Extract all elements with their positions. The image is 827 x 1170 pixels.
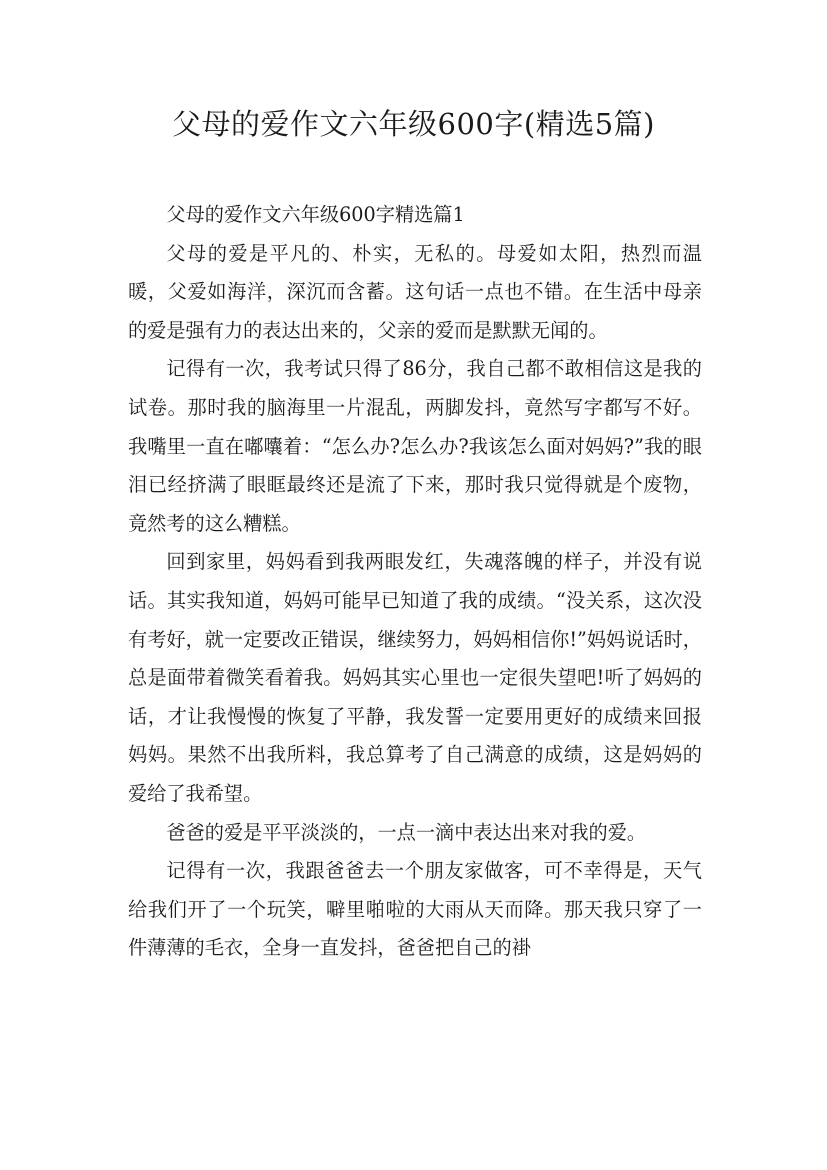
paragraph: 父母的爱是平凡的、朴实，无私的。母爱如太阳，热烈而温暖，父爱如海洋，深沉而含蓄。这句话一点也不错。在生活中母亲的爱是强有力的表达出来的，父亲的爱而是默默无闻的。 <box>128 241 702 342</box>
document-title: 父母的爱作文六年级600字(精选5篇) <box>172 107 655 141</box>
paragraph: 记得有一次，我考试只得了86分，我自己都不敢相信这是我的试卷。那时我的脑海里一片混乱，两脚发抖，竟然写字都写不好。我嘴里一直在嘟囔着：“怎么办?怎么办?我该怎么面对妈妈?”我的眼泪已经挤满了眼眶最终还是流了下来，那时我只觉得就是个废物，竟然考的这么糟糕。 <box>128 357 702 535</box>
paragraph: 爸爸的爱是平平淡淡的，一点一滴中表达出来对我的爱。 <box>166 820 647 844</box>
document-body <box>128 196 702 968</box>
section-heading: 父母的爱作文六年级600字精选篇1 <box>166 203 465 226</box>
paragraph: 记得有一次，我跟爸爸去一个朋友家做客，可不幸得是，天气给我们开了一个玩笑，噼里啪啦的大雨从天而降。那天我只穿了一件薄薄的毛衣，全身一直发抖，爸爸把自己的褂 <box>128 859 702 960</box>
paragraph: 回到家里，妈妈看到我两眼发红，失魂落魄的样子，并没有说话。其实我知道，妈妈可能早已知道了我的成绩。“没关系，这次没有考好，就一定要改正错误，继续努力，妈妈相信你!”妈妈说话时，总是面带着微笑看着我。妈妈其实心里也一定很失望吧!听了妈妈的话，才让我慢慢的恢复了平静，我发誓一定要用更好的成绩来回报妈妈。果然不出我所料，我总算考了自己满意的成绩，这是妈妈的爱给了我希望。 <box>128 550 702 805</box>
